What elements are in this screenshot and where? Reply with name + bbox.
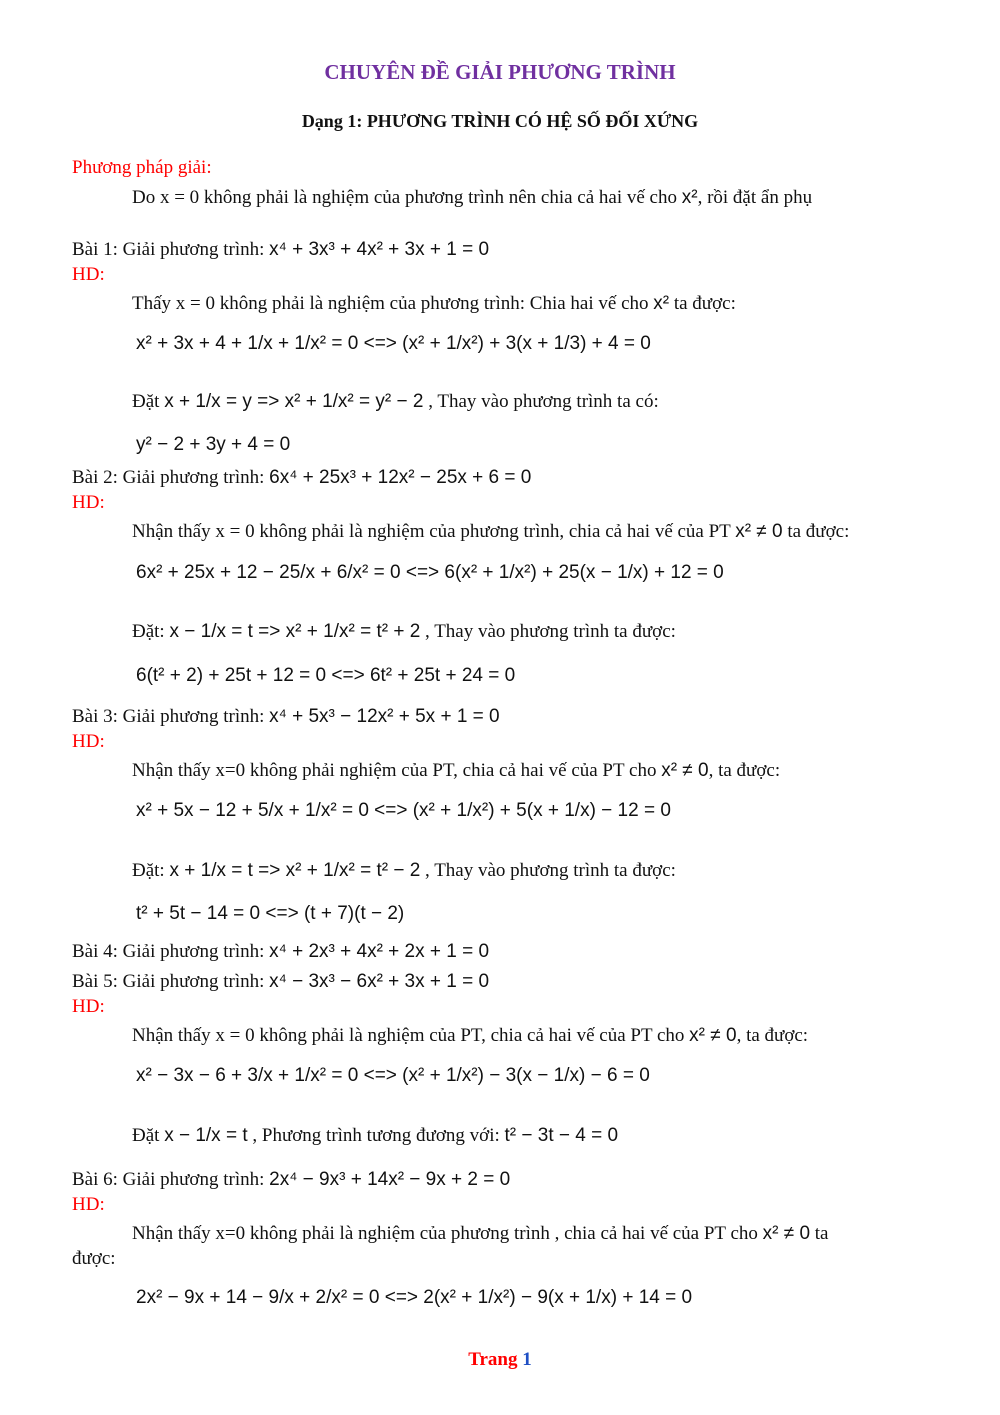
problem-3-hd-divisor: x² ≠ 0 — [661, 760, 709, 781]
problem-5-hd-tail: , ta được: — [736, 1025, 809, 1046]
problem-5-hd-text: Nhận thấy x = 0 không phải là nghiệm của PT, chia cả hai vế của PT cho — [132, 1025, 685, 1046]
problem-5-line — [72, 972, 489, 991]
problem-2-substitution-line — [132, 622, 676, 641]
problem-2-step1: 6x² + 25x + 12 − 25/x + 6/x² = 0 <=> 6(x² + 1/x²) + 25(x − 1/x) + 12 = 0 — [136, 562, 724, 583]
problem-1-line — [72, 240, 489, 259]
problem-5-substitution-line — [132, 1126, 618, 1145]
method-text — [132, 188, 812, 207]
problem-3-hd: HD: — [72, 731, 105, 752]
method-text-tail: , rồi đặt ẩn phụ — [697, 187, 813, 208]
problem-3-result: t² + 5t − 14 = 0 <=> (t + 7)(t − 2) — [136, 903, 405, 924]
problem-2-sub-tail: , Thay vào phương trình ta được: — [425, 621, 676, 642]
method-divisor: x² — [681, 187, 698, 208]
problem-1-step1: x² + 3x + 4 + 1/x + 1/x² = 0 <=> (x² + 1/x²) + 3(x + 1/3) + 4 = 0 — [136, 333, 651, 354]
problem-3-substitution: x + 1/x = t => x² + 1/x² = t² − 2 — [169, 860, 421, 881]
problem-5-hd-line — [132, 1026, 808, 1045]
problem-4-line — [72, 942, 489, 961]
problem-1-equation: x⁴ + 3x³ + 4x² + 3x + 1 = 0 — [269, 239, 490, 260]
problem-1-hd-line — [132, 294, 736, 313]
problem-2-line — [72, 468, 531, 487]
page-title: CHUYÊN ĐỀ GIẢI PHƯƠNG TRÌNH — [324, 60, 676, 84]
problem-2-hd-divisor: x² ≠ 0 — [735, 521, 783, 542]
problem-1-hd-tail: ta được: — [673, 293, 736, 314]
problem-3-substitution-line — [132, 861, 676, 880]
problem-2-hd-line — [132, 522, 849, 541]
footer-page-number: 1 — [522, 1349, 532, 1370]
problem-1-label: Bài 1: Giải phương trình: — [72, 239, 265, 260]
problem-1-substitution-line — [132, 392, 659, 411]
problem-2-hd: HD: — [72, 492, 105, 513]
problem-3-sub-tail: , Thay vào phương trình ta được: — [425, 860, 676, 881]
problem-3-hd-line — [132, 761, 780, 780]
problem-5-substitution: x − 1/x = t — [164, 1125, 248, 1146]
problem-5-equation: x⁴ − 3x³ − 6x² + 3x + 1 = 0 — [269, 971, 490, 992]
problem-6-hd-text: Nhận thấy x=0 không phải là nghiệm của phương trình , chia cả hai vế của PT cho — [132, 1223, 758, 1244]
problem-1-hd: HD: — [72, 264, 105, 285]
problem-2-substitution: x − 1/x = t => x² + 1/x² = t² + 2 — [169, 621, 421, 642]
method-heading: Phương pháp giải: — [72, 157, 212, 178]
problem-3-sub-label: Đặt: — [132, 860, 165, 881]
problem-2-result: 6(t² + 2) + 25t + 12 = 0 <=> 6t² + 25t + 24 = 0 — [136, 665, 516, 686]
problem-3-label: Bài 3: Giải phương trình: — [72, 706, 265, 727]
method-text-main: Do x = 0 không phải là nghiệm của phương trình nên chia cả hai vế cho — [132, 187, 677, 208]
problem-1-sub-tail: , Thay vào phương trình ta có: — [428, 391, 659, 412]
problem-1-substitution: x + 1/x = y => x² + 1/x² = y² − 2 — [164, 391, 424, 412]
problem-6-equation: 2x⁴ − 9x³ + 14x² − 9x + 2 = 0 — [269, 1169, 511, 1190]
problem-4-label: Bài 4: Giải phương trình: — [72, 941, 265, 962]
problem-1-hd-divisor: x² — [653, 293, 670, 314]
problem-3-step1: x² + 5x − 12 + 5/x + 1/x² = 0 <=> (x² + 1/x²) + 5(x + 1/x) − 12 = 0 — [136, 800, 671, 821]
problem-1-sub-label: Đặt — [132, 391, 160, 412]
problem-4-equation: x⁴ + 2x³ + 4x² + 2x + 1 = 0 — [269, 941, 490, 962]
problem-2-label: Bài 2: Giải phương trình: — [72, 467, 265, 488]
problem-1-hd-text: Thấy x = 0 không phải là nghiệm của phương trình: Chia hai vế cho — [132, 293, 649, 314]
problem-6-hd-divisor: x² ≠ 0 — [762, 1223, 811, 1244]
problem-6-hd-wrap: được: — [72, 1248, 116, 1269]
problem-2-hd-tail: ta được: — [787, 521, 850, 542]
problem-3-line — [72, 707, 500, 726]
page-footer — [0, 1350, 1000, 1369]
problem-1-result: y² − 2 + 3y + 4 = 0 — [136, 434, 291, 455]
problem-2-hd-text: Nhận thấy x = 0 không phải là nghiệm của phương trình, chia cả hai vế của PT — [132, 521, 731, 542]
problem-2-sub-label: Đặt: — [132, 621, 165, 642]
problem-6-hd: HD: — [72, 1194, 105, 1215]
problem-5-hd-divisor: x² ≠ 0 — [689, 1025, 737, 1046]
problem-5-step1: x² − 3x − 6 + 3/x + 1/x² = 0 <=> (x² + 1/x²) − 3(x − 1/x) − 6 = 0 — [136, 1065, 650, 1086]
problem-6-hd-tail: ta — [814, 1223, 829, 1244]
footer-label: Trang — [468, 1349, 518, 1370]
problem-5-label: Bài 5: Giải phương trình: — [72, 971, 265, 992]
problem-6-step1: 2x² − 9x + 14 − 9/x + 2/x² = 0 <=> 2(x² + 1/x²) − 9(x + 1/x) + 14 = 0 — [136, 1287, 693, 1308]
problem-3-equation: x⁴ + 5x³ − 12x² + 5x + 1 = 0 — [269, 706, 500, 727]
problem-6-label: Bài 6: Giải phương trình: — [72, 1169, 265, 1190]
problem-3-hd-tail: , ta được: — [708, 760, 781, 781]
problem-5-sub-tail: , Phương trình tương đương với: — [252, 1125, 500, 1146]
problem-2-equation: 6x⁴ + 25x³ + 12x² − 25x + 6 = 0 — [269, 467, 532, 488]
problem-3-hd-text: Nhận thấy x=0 không phải nghiệm của PT, chia cả hai vế của PT cho — [132, 760, 657, 781]
problem-6-hd-line — [132, 1224, 829, 1243]
page-subtitle: Dạng 1: PHƯƠNG TRÌNH CÓ HỆ SỐ ĐỐI XỨNG — [301, 111, 699, 131]
problem-5-result: t² − 3t − 4 = 0 — [504, 1125, 619, 1146]
problem-5-sub-label: Đặt — [132, 1125, 160, 1146]
problem-5-hd: HD: — [72, 996, 105, 1017]
problem-6-line — [72, 1170, 510, 1189]
